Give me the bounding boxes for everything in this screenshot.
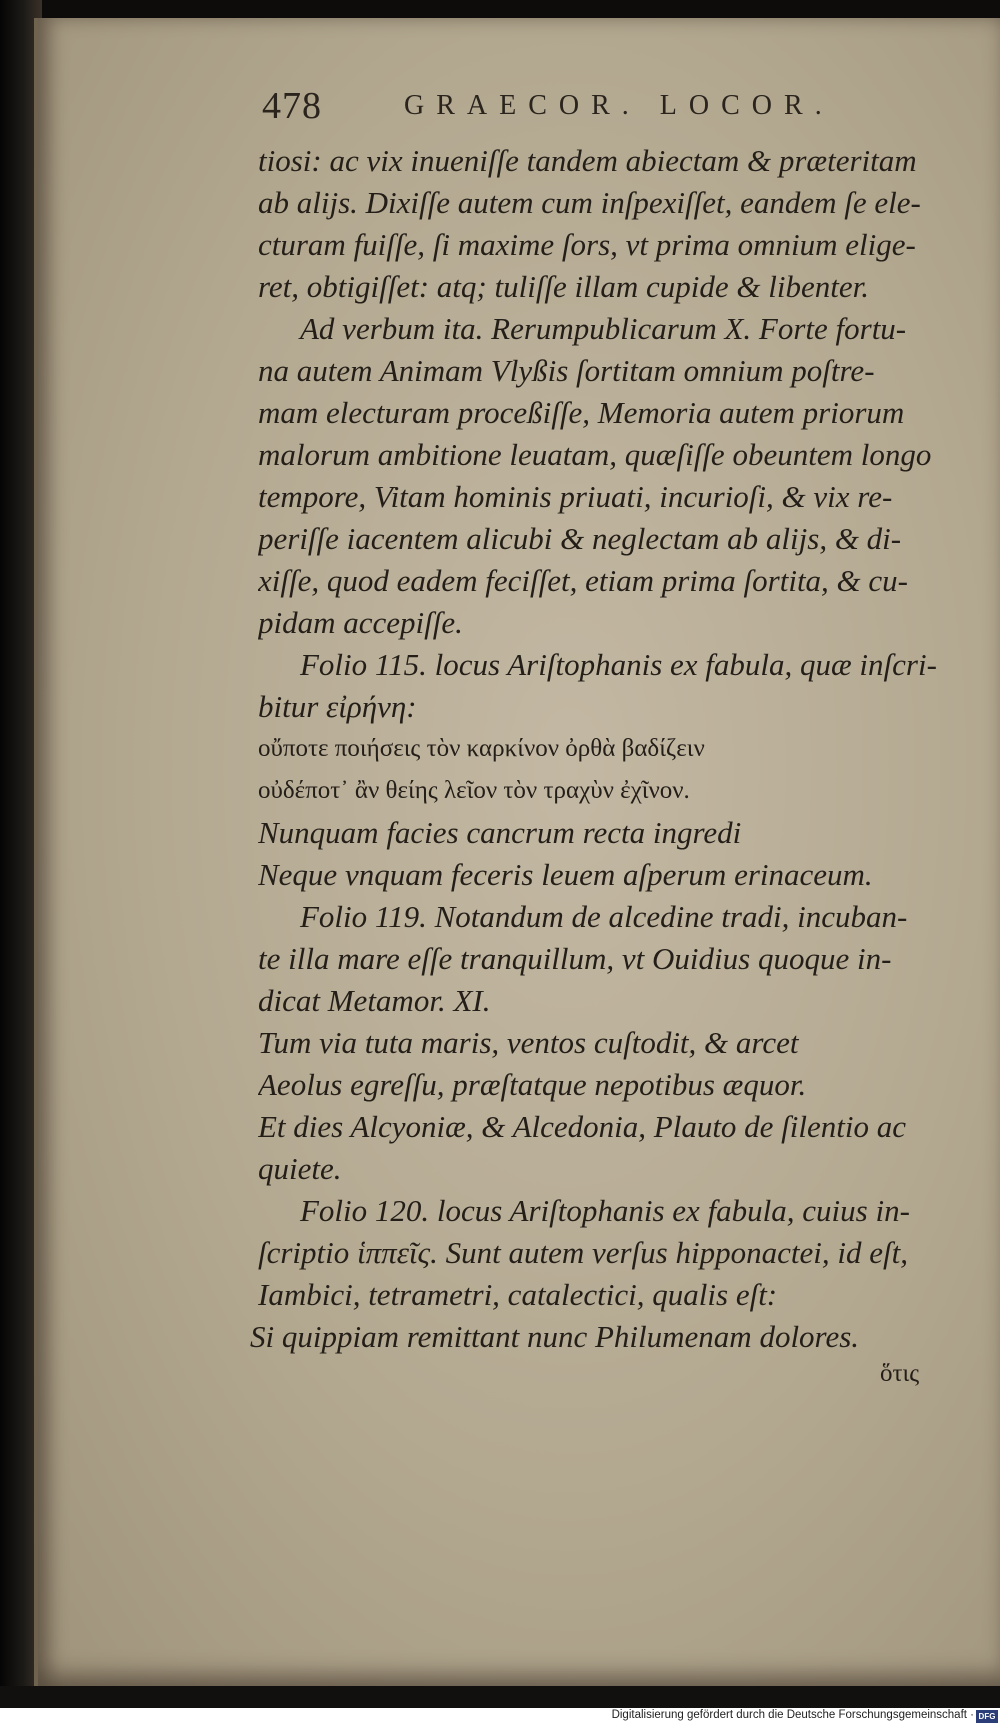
text-line: Folio 115. locus Ariſtophanis ex fabula, quæ inſcri- xyxy=(300,647,937,682)
text-line: na autem Animam Vlyßis ſortitam omnium poſtre- xyxy=(258,353,875,388)
text-line: Et dies Alcyoniæ, & Alcedonia, Plauto de ſilentio ac xyxy=(258,1109,907,1144)
text-line: tiosi: ac vix inueniſſe tandem abiectam & præteritam xyxy=(258,143,917,178)
text-line: ab alijs. Dixiſſe autem cum inſpexiſſet, eandem ſe ele- xyxy=(258,185,921,220)
text-line: cturam fuiſſe, ſi maxime ſors, vt prima omnium elige- xyxy=(258,227,916,262)
text-line: Iambici, tetrametri, catalectici, qualis eſt: xyxy=(258,1277,778,1312)
verse-line: Nunquam facies cancrum recta ingredi xyxy=(258,815,742,850)
greek-verse-line: οὐδέποτ᾽ ἂν θείης λεῖον τὸν τραχὺν ἐχῖνον. xyxy=(258,777,690,804)
text-line: quiete. xyxy=(258,1151,342,1186)
page-body xyxy=(250,140,970,1358)
text-line: mam electuram proceßiſſe, Memoria autem priorum xyxy=(258,395,905,430)
text-line: dicat Metamor. XI. xyxy=(258,983,491,1018)
funding-credit: Digitalisierung gefördert durch die Deutsche Forschungsgemeinschaft · xyxy=(611,1709,974,1721)
text-line: Folio 119. Notandum de alcedine tradi, incuban- xyxy=(300,899,908,934)
verse-line: Si quippiam remittant nunc Philumenam dolores. xyxy=(250,1319,860,1354)
digitization-footer xyxy=(0,1708,1000,1726)
text-line: pidam accepiſſe. xyxy=(258,605,463,640)
page-header xyxy=(262,84,912,134)
text-line: te illa mare eſſe tranquillum, vt Ouidius quoque in- xyxy=(258,941,892,976)
running-head: GRAECOR. LOCOR. xyxy=(404,90,834,121)
text-line: ret, obtigiſſet: atq; tuliſſe illam cupide & libenter. xyxy=(258,269,870,304)
text-line: ſcriptio ἱππεῖς. Sunt autem verſus hipponactei, id eſt, xyxy=(258,1235,908,1270)
verse-line: Neque vnquam feceris leuem aſperum erinaceum. xyxy=(258,857,873,892)
dfg-logo: DFG xyxy=(976,1710,998,1723)
scan-bottom-edge xyxy=(0,1686,1000,1708)
verse-line: Aeolus egreſſu, præſtatque nepotibus æquor. xyxy=(258,1067,807,1102)
text-line: xiſſe, quod eadem feciſſet, etiam prima ſortita, & cu- xyxy=(258,563,909,598)
verse-line: Tum via tuta maris, ventos cuſtodit, & arcet xyxy=(258,1025,799,1060)
text-line: bitur εἰρήνη: xyxy=(258,689,417,724)
page-number: 478 xyxy=(262,85,322,127)
text-line: malorum ambitione leuatam, quæſiſſe obeuntem longo xyxy=(258,437,932,472)
text-line: tempore, Vitam hominis priuati, incurioſi, & vix re- xyxy=(258,479,893,514)
catchword: ὅτις xyxy=(880,1360,920,1387)
text-line: periſſe iacentem alicubi & neglectam ab alijs, & di- xyxy=(258,521,902,556)
greek-verse-line: οὔποτε ποιήσεις τὸν καρκίνον ὀρθὰ βαδίζειν xyxy=(258,735,705,762)
text-line: Ad verbum ita. Rerumpublicarum X. Forte fortu- xyxy=(300,311,907,346)
text-line: Folio 120. locus Ariſtophanis ex fabula, cuius in- xyxy=(300,1193,910,1228)
